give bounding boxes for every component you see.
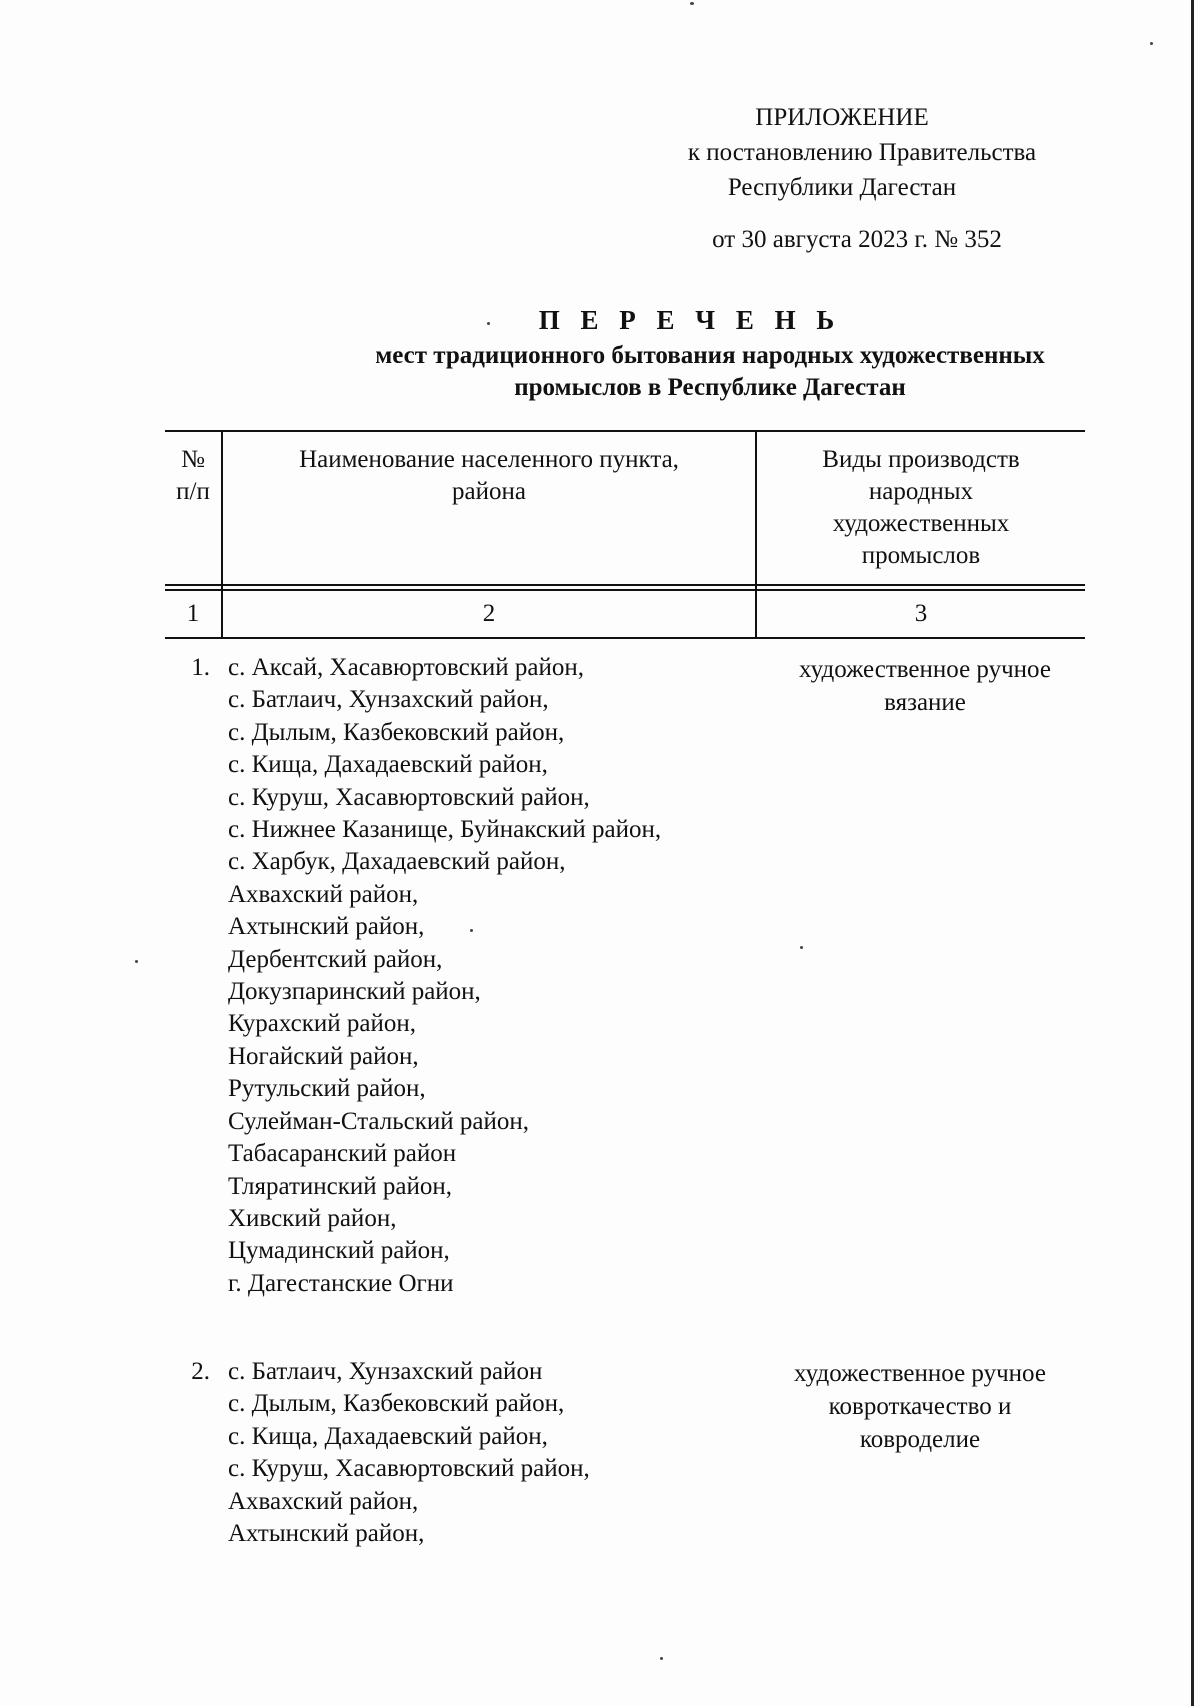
place-list-item: г. Дагестанские Огни [228,1269,454,1297]
place-list-item: Рутульский район, [228,1075,426,1103]
appendix-resolution-line: к постановлению Правительства [687,139,1037,166]
row-1-places [228,652,748,1300]
scan-speck [470,929,473,932]
document-title: П Е Р Е Ч Е Н Ь [538,305,842,335]
place-list-item: с. Батлаич, Хунзахский район, [228,686,549,714]
place-list-item: Цумадинский район, [228,1237,450,1265]
row-2-kind-line-3: ковроделие [859,1426,981,1453]
place-list-item: с. Куруш, Хасавюртовский район, [228,1455,590,1483]
place-list-item: Табасаранский район [228,1140,457,1168]
header-place [223,444,755,508]
header-bottom-border [165,584,1085,586]
place-list-item: Ахвахский район, [228,1487,419,1515]
column-number-2: 2 [482,600,496,627]
row-2-places [228,1356,748,1550]
header-kind [757,444,1085,572]
place-list-item: с. Харбук, Дахадаевский район, [228,848,566,876]
place-list-item: Тляратинский район, [228,1172,452,1200]
appendix-date: от 30 августа 2023 г. № 352 [712,226,1002,253]
header-number-line-2: п/п [176,478,210,505]
appendix-title: ПРИЛОЖЕНИЕ [755,104,929,131]
scan-speck [1150,42,1153,45]
place-list-item: Дербентский район, [228,945,443,973]
place-list-item: Сулейман-Стальский район, [228,1107,529,1135]
place-list-item: с. Кища, Дахадаевский район, [228,1422,548,1450]
scan-edge [1191,0,1194,1706]
place-list-item: Ахвахский район, [228,880,419,908]
row-1-number: 1. [191,654,210,681]
place-list-item: Хивский район, [228,1204,397,1232]
row-1-kind-line-2: вязание [884,689,966,716]
place-list-item: Ахтынский район, [228,913,425,941]
place-list-item: с. Дылым, Казбековский район, [228,1390,565,1418]
header-kind-line-2: народных [868,478,974,505]
row-2-kind-line-2: ковроткачество и [828,1393,1012,1420]
place-list-item: с. Нижнее Казанище, Буйнакский район, [228,816,662,844]
header-kind-line-1: Виды производств [822,446,1020,473]
header-number-line-1: № [181,446,205,473]
row-1-kind-line-1: художественное ручное [799,656,1051,683]
appendix-republic-line: Республики Дагестан [727,174,957,201]
row-1-kind [760,653,1090,719]
place-list-item: с. Куруш, Хасавюртовский район, [228,783,590,811]
place-list-item: с. Батлаич, Хунзахский район [228,1358,543,1385]
number-row-bottom-border [165,637,1085,639]
subtitle-line-2: промыслов в Республике Дагестан [514,374,906,401]
header-kind-line-4: промыслов [861,542,981,569]
scan-speck [660,1657,663,1660]
scan-speck [800,946,803,949]
scan-speck [690,2,694,5]
document-subtitle [230,340,1190,404]
place-list-item: Ахтынский район, [228,1520,425,1548]
header-place-line-2: района [452,478,526,505]
column-number-3: 3 [914,600,928,627]
header-place-line-1: Наименование населенного пункта, [299,446,679,473]
place-list-item: Ногайский район, [228,1042,419,1070]
row-2-kind [755,1357,1085,1456]
table-top-border [165,430,1085,432]
column-number-1: 1 [186,600,200,627]
subtitle-line-1: мест традиционного бытования народных художественных [375,342,1045,369]
place-list-item: с. Кища, Дахадаевский район, [228,751,548,779]
header-bottom-border-double [165,589,1085,591]
place-list-item: Докузпаринский район, [228,978,481,1006]
place-list-item: с. Аксай, Хасавюртовский район, [228,654,584,681]
place-list-item: с. Дылым, Казбековский район, [228,718,565,746]
scan-speck [487,322,490,325]
row-2-number: 2. [191,1358,210,1385]
header-kind-line-3: художественных [832,510,1010,537]
scan-speck [135,960,138,963]
place-list-item: Курахский район, [228,1010,417,1038]
row-2-kind-line-1: художественное ручное [794,1360,1046,1387]
header-number [165,444,221,508]
